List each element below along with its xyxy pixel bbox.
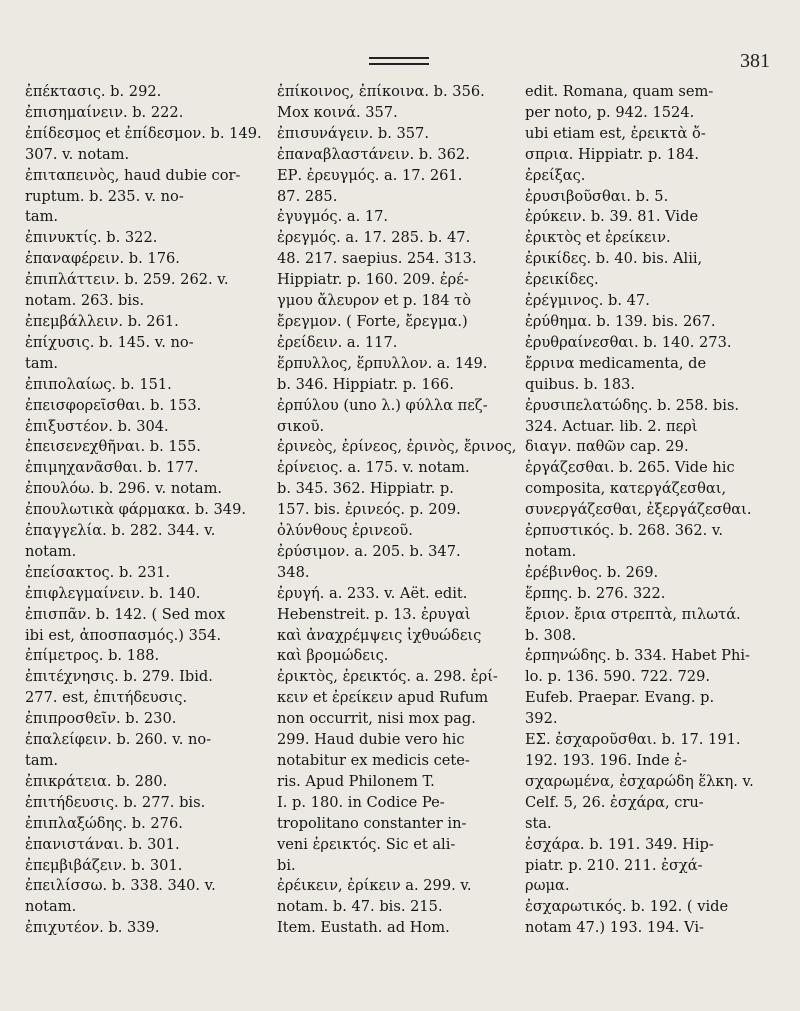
index-line: ris. Apud Philonem T.	[277, 772, 435, 790]
index-line: ἐρύσιμον. a. 205. b. 347.	[277, 542, 461, 560]
index-line: ἐρύθημα. b. 139. bis. 267.	[525, 312, 716, 330]
index-line: ἐπεισφορεῖσθαι. b. 153.	[25, 396, 202, 414]
index-line: ἐπιπλάττειν. b. 259. 262. v.	[25, 271, 229, 289]
index-line: ἐπιπροσθεῖν. b. 230.	[25, 710, 177, 728]
index-line: ἐρικτὸς et ἐρείκειν.	[525, 229, 671, 247]
index-line: ἔρεγμον. ( Forte, ἔρεγμα.)	[277, 312, 468, 330]
index-line: I. p. 180. in Codice Pe-	[277, 793, 445, 811]
index-line: ἐπανιστάναι. b. 301.	[25, 835, 180, 853]
index-line: ἐρυθραίνεσθαι. b. 140. 273.	[525, 333, 732, 351]
index-line: ἐρεγμός. a. 17. 285. b. 47.	[277, 229, 471, 247]
index-line: b. 346. Hippiatr. p. 166.	[277, 375, 454, 393]
index-line: ἐπικράτεια. b. 280.	[25, 772, 168, 790]
index-line: ἐπιφλεγμαίνειν. b. 140.	[25, 584, 201, 602]
index-line: tam.	[25, 752, 59, 769]
index-line: Item. Eustath. ad Hom.	[277, 919, 450, 937]
index-line: ἐπίδεσμος et ἐπίδεσμον. b. 149.	[25, 124, 262, 142]
index-line: ἐπιπολαίως. b. 151.	[25, 375, 172, 393]
index-line: 157. bis. ἐρινεός. p. 209.	[277, 501, 461, 519]
index-line: ἐρυγή. a. 233. v. Aët. edit.	[277, 584, 468, 602]
index-line: per noto, p. 942. 1524.	[525, 103, 695, 121]
index-line: Hebenstreit. p. 13. ἐρυγαὶ	[277, 605, 471, 623]
index-line: κειν et ἐρείκειν apud Rufum	[277, 689, 489, 707]
index-line: lo. p. 136. 590. 722. 729.	[525, 668, 710, 686]
index-line: ἐπεισενεχθῆναι. b. 155.	[25, 438, 201, 456]
index-line: composita, κατεργάζεσθαι,	[525, 480, 727, 498]
index-line: edit. Romana, quam sem-	[525, 83, 714, 100]
index-line: 392.	[525, 710, 558, 728]
index-line: ἐρέγμινος. b. 47.	[525, 292, 650, 310]
index-line: ἐπειλίσσω. b. 338. 340. v.	[25, 877, 216, 895]
index-column-1	[25, 82, 265, 939]
index-line: ἐπέκτασις. b. 292.	[25, 83, 162, 100]
index-line: ἔριον. ἔρια στρεπτὰ, πιλωτά.	[525, 605, 741, 623]
index-line: ἔρρινα medicamenta, de	[525, 354, 707, 372]
page-number: 381	[740, 50, 770, 72]
index-line: notam. 263. bis.	[25, 292, 145, 310]
index-line: notam.	[25, 898, 77, 916]
index-line: 192. 193. 196. Inde ἐ-	[525, 752, 687, 769]
index-line: ἐρυσιβοῦσθαι. b. 5.	[525, 187, 669, 205]
index-line: καὶ ἀναχρέμψεις ἰχθυώδεις	[277, 626, 482, 644]
index-line: ἐπείσακτος. b. 231.	[25, 563, 171, 581]
index-line: 87. 285.	[277, 187, 338, 205]
index-column-2	[277, 82, 517, 939]
index-line: ubi etiam est, ἐρεικτὰ ὄ-	[525, 124, 706, 142]
index-line: ἐπιξυστέον. b. 304.	[25, 417, 169, 435]
index-line: sta.	[525, 814, 552, 832]
index-line: ἐρίνειος. a. 175. v. notam.	[277, 459, 470, 477]
index-line: ἐρύκειν. b. 39. 81. Vide	[525, 208, 699, 226]
index-line: σπρια. Hippiatr. p. 184.	[525, 145, 700, 163]
index-line: ἐρέβινθος. b. 269.	[525, 563, 659, 581]
index-line: ὀλύνθους ἐρινεοῦ.	[277, 522, 413, 540]
index-line: ἐπιταπεινὸς, haud dubie cor-	[25, 166, 241, 184]
index-line: ἐπίμετρος. b. 188.	[25, 647, 160, 665]
index-line: ἐπισπᾶν. b. 142. ( Sed mox	[25, 605, 226, 623]
index-line: 324. Actuar. lib. 2. περὶ	[525, 417, 698, 435]
index-line: ἐπιπλαξώδης. b. 276.	[25, 814, 183, 832]
index-line: ἐπιτέχνησις. b. 279. Ibid.	[25, 668, 213, 686]
index-line: ἐπιτήδευσις. b. 277. bis.	[25, 793, 206, 811]
index-line: ἐρινεὸς, ἐρίνεος, ἐρινὸς, ἔρινος,	[277, 438, 517, 456]
index-line: ἐρυσιπελατώδης. b. 258. bis.	[525, 396, 740, 414]
index-line: σικοῦ.	[277, 417, 325, 435]
index-line: ἐσχάρα. b. 191. 349. Hip-	[525, 835, 714, 853]
index-line: Celf. 5, 26. ἐσχάρα, cru-	[525, 793, 704, 811]
index-line: ἐπουλόω. b. 296. v. notam.	[25, 480, 223, 498]
index-line: 277. est, ἐπιτήδευσις.	[25, 689, 188, 707]
index-line: ἐπαναβλαστάνειν. b. 362.	[277, 145, 470, 163]
index-line: ἐπαλείφειν. b. 260. v. no-	[25, 731, 212, 749]
index-line: καὶ βρομώδεις.	[277, 647, 389, 665]
index-line: 299. Haud dubie vero hic	[277, 731, 465, 749]
index-line: 48. 217. saepius. 254. 313.	[277, 250, 477, 268]
index-line: ἐρέικειν, ἐρίκειν a. 299. v.	[277, 877, 472, 895]
index-line: ἕρπης. b. 276. 322.	[525, 584, 666, 602]
index-line: γμου ἄλευρον et p. 184 τὸ	[277, 292, 472, 310]
index-line: ρωμα.	[525, 877, 570, 895]
index-line: piatr. p. 210. 211. ἐσχά-	[525, 856, 703, 874]
index-line: ἐσχαρωτικός. b. 192. ( vide	[525, 898, 729, 916]
index-line: ἐπεμβιβάζειν. b. 301.	[25, 856, 183, 874]
index-line: bi.	[277, 856, 296, 874]
index-line: 348.	[277, 563, 310, 581]
index-line: ἐρπύλου (uno λ.) φύλλα πεζ-	[277, 396, 488, 414]
index-line: b. 308.	[525, 626, 577, 644]
index-line: notam.	[25, 542, 77, 560]
index-line: ἕρπυλλος, ἕρπυλλον. a. 149.	[277, 354, 488, 372]
index-line: notam.	[525, 542, 577, 560]
index-line: notabitur ex medicis cete-	[277, 752, 470, 769]
index-line: ἐρεικίδες.	[525, 271, 599, 289]
index-line: ἐπιχυτέον. b. 339.	[25, 919, 160, 937]
index-line: σχαρωμένα, ἐσχαρώδη ἕλκη. v.	[525, 772, 754, 790]
index-line: ἐπουλωτικὰ φάρμακα. b. 349.	[25, 501, 247, 519]
index-line: ἐπισυνάγειν. b. 357.	[277, 124, 429, 142]
index-line: ἐπιμηχανᾶσθαι. b. 177.	[25, 459, 199, 477]
index-line: ἐπίχυσις. b. 145. v. no-	[25, 333, 194, 351]
index-line: veni ἐρεικτός. Sic et ali-	[277, 835, 456, 853]
index-line: συνεργάζεσθαι, ἐξεργάζεσθαι.	[525, 501, 752, 519]
index-line: ἐρείξας.	[525, 166, 586, 184]
index-line: ἐπεμβάλλειν. b. 261.	[25, 312, 179, 330]
index-line: non occurrit, nisi mox pag.	[277, 710, 476, 728]
index-line: ἐρικίδες. b. 40. bis. Alii,	[525, 250, 703, 268]
index-line: tam.	[25, 354, 59, 372]
index-line: ibi est, ἀποσπασμός.) 354.	[25, 626, 222, 644]
index-line: ἐγυγμός. a. 17.	[277, 208, 389, 226]
index-line: notam 47.) 193. 194. Vi-	[525, 919, 704, 937]
index-line: ΕΡ. ἐρευγμός. a. 17. 261.	[277, 166, 463, 184]
index-line: ruptum. b. 235. v. no-	[25, 187, 184, 205]
index-line: Mox κοινά. 357.	[277, 103, 398, 121]
index-line: tropolitano constanter in-	[277, 814, 467, 832]
index-line: Hippiatr. p. 160. 209. ἐρέ-	[277, 271, 469, 289]
index-line: ἐρείδειν. a. 117.	[277, 333, 398, 351]
index-line: ἐπίκοινος, ἐπίκοινα. b. 356.	[277, 83, 485, 100]
index-column-3	[525, 82, 773, 939]
header-rule	[369, 57, 429, 65]
index-line: διαγν. παθῶν cap. 29.	[525, 438, 689, 456]
index-line: ἐπαναφέρειν. b. 176.	[25, 250, 180, 268]
index-line: ἐρπυστικός. b. 268. 362. v.	[525, 522, 724, 540]
index-line: ΕΣ. ἐσχαροῦσθαι. b. 17. 191.	[525, 731, 741, 749]
index-line: ἐπινυκτίς. b. 322.	[25, 229, 158, 247]
index-line: b. 345. 362. Hippiatr. p.	[277, 480, 454, 498]
index-line: ἐρικτὸς, ἐρεικτός. a. 298. ἐρί-	[277, 668, 498, 686]
index-line: Eufeb. Praepar. Evang. p.	[525, 689, 715, 707]
index-line: quibus. b. 183.	[525, 375, 636, 393]
index-line: ἐργάζεσθαι. b. 265. Vide hic	[525, 459, 735, 477]
index-line: notam. b. 47. bis. 215.	[277, 898, 443, 916]
index-line: ἐπισημαίνειν. b. 222.	[25, 103, 184, 121]
index-line: 307. v. notam.	[25, 145, 130, 163]
index-line: ἑρπηνώδης. b. 334. Habet Phi-	[525, 647, 750, 665]
index-line: ἐπαγγελία. b. 282. 344. v.	[25, 522, 216, 540]
index-line: tam.	[25, 208, 59, 226]
